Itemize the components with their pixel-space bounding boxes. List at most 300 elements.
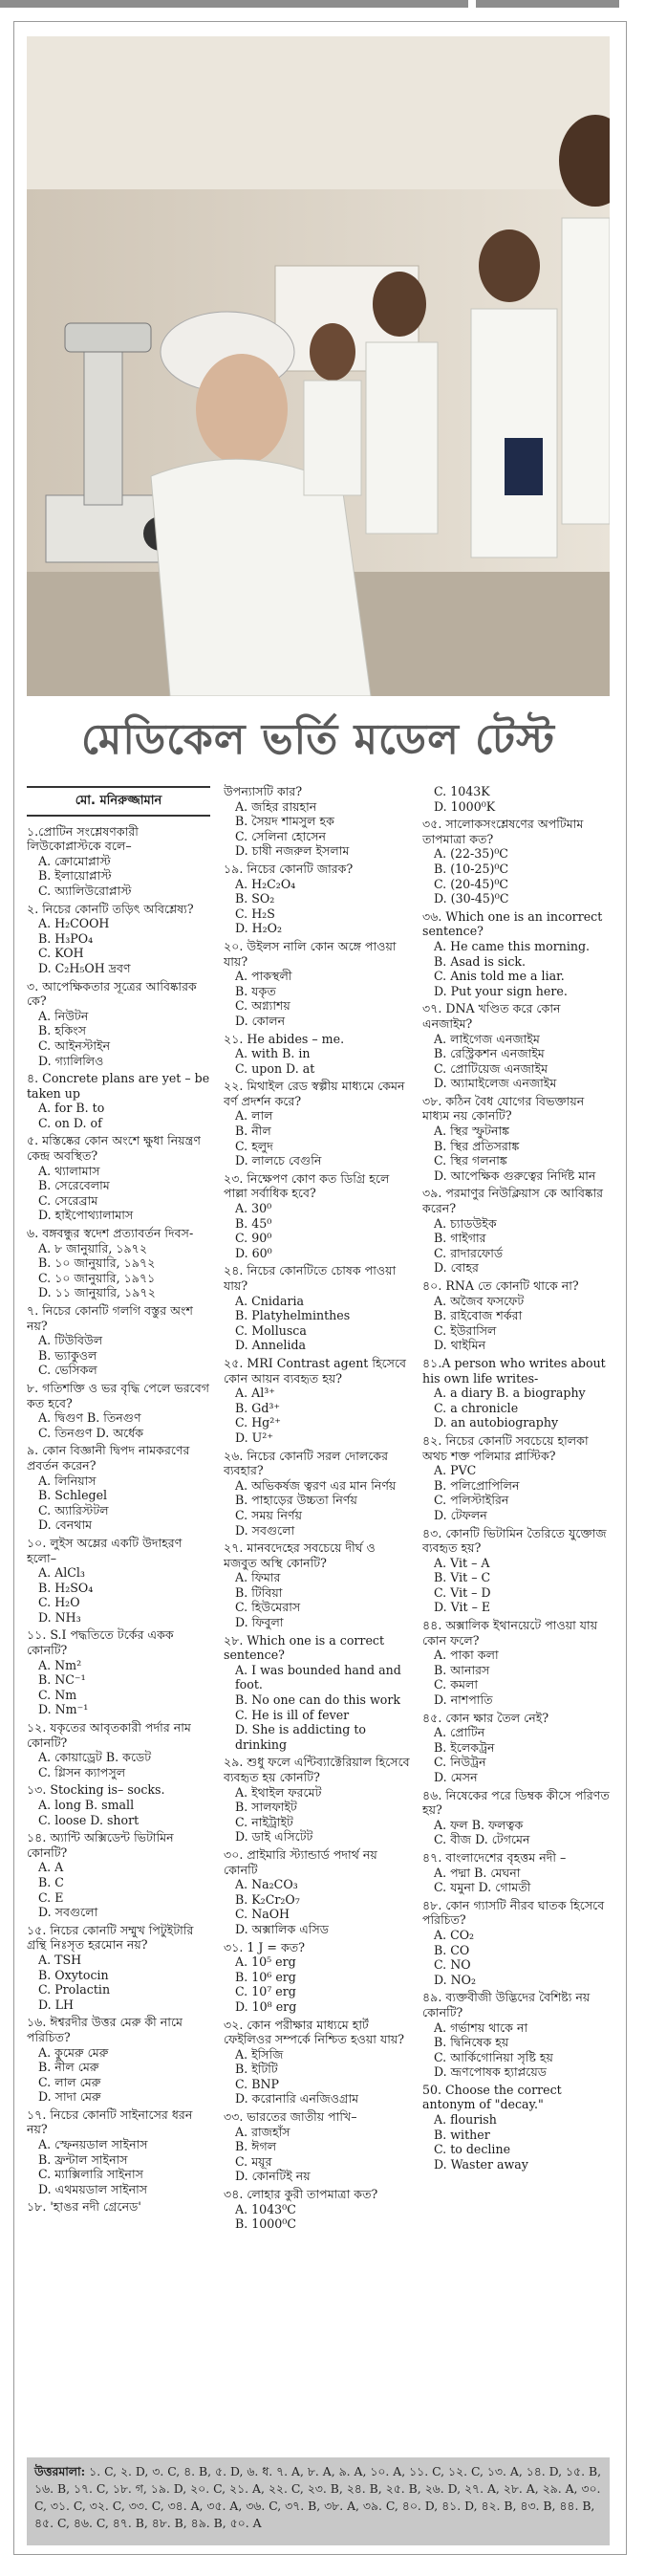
answer-option: A. চ্যাডউইক	[434, 1215, 497, 1231]
answer-option: D. (30-45)⁰C	[434, 891, 509, 906]
answer-option: A. রাজহাঁস	[235, 2124, 290, 2139]
answer-option: B. ইটিটি	[235, 2062, 278, 2077]
answer-option: B. ফ্রন্টাল সাইনাস	[38, 2151, 128, 2167]
answer-option: B. নীল মেরু	[38, 2060, 99, 2075]
answer-option: B. হকিংস	[38, 1023, 87, 1038]
answer-key-text: ১. C, ২. D, ৩. C, ৪. B, ৫. D, ৬. ধ. ৭. A, ৮. A, ৯. A, ১০. A, ১১. C, ১২. C, ১৩. A, ১৪. D, ১৫. B, ১৬. B, ১৭. C, ১৮. গ, ১৯. D, ২০. C, ২১. A, ২২. C, ২৩. B, ২৪. B, ২৫. B, ২৬. D, ২৭. A, ২৮. A, ২৯. A, ৩০. C, ৩১. C, ৩২. C, ৩৩. C, ৩৪. A, ৩৫. A, ৩৬. C, ৩৭. B, ৩৮. A, ৩৯. C, ৪০. D, ৪১. D, ৪২. B, ৪৩. B, ৪৪. B, ৪৫. C, ৪৬. C, ৪৭. B, ৪৮. B, ৪৯. B, ৫০. A	[34, 2464, 602, 2530]
question-item	[422, 1990, 610, 2080]
answer-option: A. CO₂	[434, 1927, 475, 1942]
answer-key	[27, 2457, 610, 2545]
answer-option: A. ফল B. ফলত্বক	[434, 1817, 524, 1832]
answer-option: C. সেলিনা হোসেন	[235, 828, 327, 843]
answer-option: B. H₂SO₄	[38, 1580, 94, 1595]
question-item	[224, 2187, 411, 2232]
answer-option: C. সময় নির্ণয়	[235, 1507, 303, 1522]
question-item	[422, 1711, 610, 1785]
answer-option: A. ইথাইল ফরমেট	[235, 1784, 322, 1800]
answer-option: A. প্রোটিন	[434, 1725, 485, 1740]
question-item	[27, 1627, 214, 1717]
answer-option: C. a chronicle	[434, 1400, 519, 1415]
answer-option: A. লাল	[235, 1108, 273, 1124]
question-item	[422, 1356, 610, 1430]
answer-option: D. সাদা মেরু	[38, 2089, 101, 2105]
question-item	[422, 2083, 610, 2172]
column-1-questions	[27, 824, 214, 2215]
question-text: ৭. নিচের কোনটি গলগি বস্তুর অংশ নয়?	[27, 1303, 193, 1333]
answer-option: B. Vit – C	[434, 1570, 491, 1585]
answer-option: A. স্ফেনয়ডাল সাইনাস	[38, 2137, 148, 2152]
answer-option: B. পাহাড়ের উচ্চতা নির্ণয়	[235, 1493, 357, 1508]
answer-option: A. 10⁵ erg	[235, 1954, 296, 1970]
answer-option: A. Cnidaria	[235, 1293, 305, 1308]
question-text: ১৬. ঈশ্বরদীর উত্তর মেরু কী নামে পরিচিত?	[27, 2015, 183, 2044]
answer-option: A. দ্বিগুণ B. তিনগুণ	[38, 1410, 141, 1426]
answer-option: B. CO	[434, 1942, 470, 1957]
question-text: ৮. গতিশক্তি ও ভর বৃদ্ধি পেলে ভরবেগ কত হবে?	[27, 1380, 209, 1410]
question-item	[422, 1526, 610, 1616]
answer-option: C. পলিস্টাইরিন	[434, 1493, 509, 1508]
question-item	[27, 824, 214, 899]
answer-option: A. টিউবিউল	[38, 1333, 103, 1348]
question-item	[224, 1263, 411, 1353]
answer-option: D. হাইপোথ্যালামাস	[38, 1208, 134, 1223]
question-text: ২৭. মানবদেহের সবচেয়ে দীর্ঘ ও মজবুত অস্থি কোনটি?	[224, 1540, 376, 1570]
question-text: ২৮. Which one is a correct sentence?	[224, 1632, 385, 1663]
answer-option: B. রেস্ট্রিকশন এনজাইম	[434, 1046, 545, 1061]
question-item	[422, 817, 610, 906]
question-text: ১৩. Stocking is– socks.	[27, 1782, 165, 1798]
answer-option: C. E	[38, 1889, 64, 1905]
answer-option: B. K₂Cr₂O₇	[235, 1891, 300, 1907]
answer-option: C. Vit – D	[434, 1584, 491, 1600]
author-byline: মো. মনিরুজ্জামান	[27, 786, 210, 817]
question-text: ১.প্রোটিন সংশ্লেষণকারী লিউকোপ্লাস্টকে বলে–	[27, 823, 139, 854]
question-item	[27, 1443, 214, 1533]
answer-option: C. ভেসিকল	[38, 1363, 97, 1378]
answer-option: C. অ্যারিস্টটল	[38, 1502, 109, 1517]
question-columns	[27, 784, 610, 2448]
lab-photo	[27, 36, 610, 696]
question-item	[27, 1923, 214, 2013]
answer-option: A. পদ্মা B. মেঘনা	[434, 1865, 521, 1880]
answer-option: D. আপেক্ষিক গুরুত্বের নির্দিষ্ট মান	[434, 1168, 596, 1183]
answer-option: B. 10⁶ erg	[235, 1969, 296, 1984]
answer-option: C. BNP	[235, 2076, 279, 2091]
answer-option: D. অ্যামাইলেজ এনজাইম	[434, 1076, 557, 1091]
question-item	[27, 1720, 214, 1779]
answer-option: A. কুমেরু মেরু	[38, 2044, 109, 2060]
answer-option: A. (22-35)⁰C	[434, 846, 508, 862]
answer-option: C. যমুনা D. গোমতী	[434, 1880, 531, 1895]
answer-option: C. আর্কিগোনিয়া সৃষ্টি হয়	[434, 2049, 553, 2064]
answer-option: D. Vit – E	[434, 1600, 491, 1615]
answer-option: D. Put your sign here.	[434, 983, 568, 998]
answer-option: C. লাল মেরু	[38, 2074, 101, 2089]
question-text: ১১. S.I পদ্ধতিতে টর্কের একক কোনটি?	[27, 1627, 174, 1658]
answer-option: A. Nm²	[38, 1657, 82, 1672]
answer-option: D. সবগুলো	[235, 1522, 295, 1538]
question-item	[27, 1303, 214, 1378]
question-item	[224, 784, 411, 859]
question-item	[422, 1433, 610, 1523]
question-item	[422, 1186, 610, 1276]
answer-option: B. সৈয়দ শামসুল হক	[235, 814, 334, 829]
question-text: ৩৯. পরমাণুর নিউক্লিয়াস কে আবিষ্কার করেন?	[422, 1186, 604, 1216]
question-text: ৩৭. DNA খণ্ডিত করে কোন এনজাইম?	[422, 1001, 561, 1031]
answer-option: C. ইউরাসিল	[434, 1322, 497, 1338]
answer-option: D. ডাই এসিটেট	[235, 1829, 313, 1845]
answer-option: C. KOH	[38, 946, 84, 961]
answer-option: A. PVC	[434, 1463, 477, 1478]
question-text: ৪৬. নিষেকের পরে ডিম্বক কীসে পরিণত হয়?	[422, 1787, 610, 1818]
answer-option: D. নাশপাতি	[434, 1692, 493, 1708]
question-text: ৩৪. লোহার কুরী তাপমাত্রা কত?	[224, 2187, 378, 2202]
question-text: ৯. কোন বিজ্ঞানী দ্বিপদ নামকরণের প্রবর্তন করেন?	[27, 1443, 190, 1473]
question-item	[27, 1133, 214, 1223]
answer-option: D. বেনথাম	[38, 1517, 93, 1533]
answer-option: D. Nm⁻¹	[38, 1702, 89, 1717]
answer-option: A. He came this morning.	[434, 938, 591, 953]
question-item	[422, 1278, 610, 1353]
answer-option: D. কোলন	[235, 1013, 286, 1028]
question-text: 50. Choose the correct antonym of "decay."	[422, 2082, 562, 2112]
question-text: ১৪. অ্যান্টি অক্সিডেন্ট ভিটামিন কোনটি?	[27, 1830, 174, 1860]
page-title: মেডিকেল ভর্তি মডেল টেস্ট	[81, 715, 555, 764]
answer-option: C. অ্যালিউরোপ্লাস্ট	[38, 883, 132, 898]
answer-option: D. an autobiography	[434, 1415, 559, 1430]
answer-option: D. বোহর	[434, 1260, 479, 1276]
answer-option: C. on D. of	[38, 1115, 102, 1130]
question-item	[224, 939, 411, 1029]
answer-option: B. Gd³⁺	[235, 1400, 281, 1415]
question-text: ১৮. 'হাঙর নদী গ্রেনেড'	[27, 2199, 141, 2215]
answer-option: A. Na₂CO₃	[235, 1877, 298, 1892]
question-item	[224, 1847, 411, 1937]
question-item	[27, 1782, 214, 1827]
question-item	[27, 1226, 214, 1300]
answer-option: A. ফিমার	[235, 1570, 281, 1585]
question-item	[422, 1094, 610, 1184]
question-text: ৪৩. কোনটি ভিটামিন তৈরিতে যুক্তোজ ব্যবহৃত হয়?	[422, 1525, 607, 1556]
answer-option: C. স্থির গলনাঙ্ক	[434, 1153, 507, 1168]
question-item	[27, 902, 214, 976]
question-item	[224, 1633, 411, 1753]
question-text: ৪২. নিচের কোনটি সবচেয়ে হালকা অথচ শক্ত পলিমার প্লাস্টিক?	[422, 1432, 589, 1463]
answer-option: B. পলিপ্রোপিলিন	[434, 1477, 520, 1493]
question-text: ২. নিচের কোনটি তড়িৎ অবিশ্লেষ্য?	[27, 901, 194, 916]
answer-option: A. পাকস্থলী	[235, 969, 292, 984]
top-rule	[0, 0, 645, 10]
answer-option: B. (10-25)⁰C	[434, 861, 509, 876]
question-item	[224, 1079, 411, 1168]
question-item	[224, 1356, 411, 1446]
answer-option: B. গাইগার	[434, 1231, 486, 1246]
answer-option: D. সবগুলো	[38, 1905, 98, 1920]
answer-option: B. Asad is sick.	[434, 953, 527, 969]
answer-option: B. C	[38, 1874, 64, 1889]
answer-option: D. Annelida	[235, 1338, 307, 1353]
question-text: ৬. বঙ্গবন্ধুর স্বদেশ প্রত্যাবর্তন দিবস-	[27, 1226, 194, 1241]
answer-option: C. H₂S	[235, 906, 275, 921]
question-text: ৪৯. ব্যক্তবীজী উদ্ভিদের বৈশিষ্ট্য নয় কোনটি?	[422, 1990, 591, 2019]
answer-option: B. SO₂	[235, 891, 275, 906]
answer-option: D. NH₃	[38, 1609, 81, 1625]
answer-option: A. ৮ জানুয়ারি, ১৯৭২	[38, 1240, 148, 1255]
answer-option: B. 45⁰	[235, 1215, 272, 1231]
answer-option: C. 1043K	[434, 784, 490, 798]
question-item	[224, 1449, 411, 1539]
answer-option: D. থাইমিন	[434, 1338, 486, 1353]
answer-option: B. সালফাইট	[235, 1800, 297, 1815]
answer-option: D. টেফলন	[434, 1507, 487, 1522]
answer-option: D. H₂O₂	[235, 921, 283, 936]
question-text: ২৯. শুধু ফলে এন্টিব্যাক্টেরিয়াল হিসেবে ব্যবহৃত হয় কোনটি?	[224, 1755, 410, 1784]
column-3	[422, 784, 610, 2448]
question-text: ৩২. কোন পরীক্ষার মাধ্যমে হার্ট ফেইলিওর সম্পর্কে নিশ্চিত হওয়া যায়?	[224, 2017, 405, 2047]
answer-option: B. ঈগল	[235, 2139, 277, 2154]
answer-option: D. করোনারি এনজিওগ্রাম	[235, 2091, 359, 2107]
answer-option: A. H₂C₂O₄	[235, 876, 296, 891]
answer-option: C. গ্লিসন ক্যাপসুল	[38, 1764, 126, 1779]
question-text: ২২. মিথাইল রেড স্বল্পীয় মাধ্যমে কেমন বর্ণ প্রদর্শন করে?	[224, 1079, 405, 1108]
answer-option: D. গ্যালিলিও	[38, 1053, 104, 1068]
answer-option: C. আইনস্টাইন	[38, 1037, 111, 1053]
answer-option: C. Mollusca	[235, 1322, 307, 1338]
question-item	[27, 1381, 214, 1440]
answer-option: D. Waster away	[434, 2156, 528, 2172]
answer-option: A. with B. in	[235, 1046, 311, 1061]
question-text: ১৭. নিচের কোনটি সাইনাসের ধরন নয়?	[27, 2107, 193, 2137]
question-item	[422, 1850, 610, 1895]
answer-option: A. Vit – A	[434, 1555, 490, 1570]
answer-option: C. to decline	[434, 2142, 511, 2157]
answer-option: D. 60⁰	[235, 1245, 272, 1260]
answer-option: D. ভ্রূণপোষক হ্যাপ্লয়েড	[434, 2064, 548, 2080]
answer-option: A. ক্রোমোপ্লাস্ট	[38, 853, 111, 868]
answer-option: A. জহির রায়হান	[235, 798, 317, 814]
question-item	[224, 1540, 411, 1630]
answer-option: B. Schlegel	[38, 1488, 108, 1503]
answer-option: A. লিনিয়াস	[38, 1473, 97, 1488]
answer-option: A. TSH	[38, 1952, 82, 1967]
column-2	[224, 784, 411, 2448]
question-text: ৪১.A person who writes about his own life writes-	[422, 1355, 606, 1386]
answer-option: C. অগ্ন্যাশয়	[235, 998, 290, 1014]
question-text: ১৫. নিচের কোনটি সম্মুখ পিটুইটারি গ্রন্থি নিঃসৃত হরমোন নয়?	[27, 1922, 194, 1953]
question-item	[224, 862, 411, 936]
answer-option: C. নাইট্রাইট	[235, 1814, 293, 1829]
answer-option: D. ফিবুলা	[235, 1615, 284, 1630]
answer-option: C. upon D. at	[235, 1060, 315, 1076]
answer-option: B. ভ্যাকুওল	[38, 1347, 97, 1363]
question-text: ৪৪. অক্সালিক ইথানয়েটে পাওয়া যায় কোন ফলে?	[422, 1618, 598, 1648]
answer-option: A. গর্ভাশয় থাকে না	[434, 2019, 528, 2035]
answer-option: A. long B. small	[38, 1798, 135, 1812]
answer-option: B. টিবিয়া	[235, 1584, 283, 1600]
answer-option: C. প্রোটিয়েজ এনজাইম	[434, 1060, 548, 1076]
answer-option: C. রাদারফোর্ড	[434, 1245, 504, 1260]
answer-option: B. স্থির প্রতিসরাঙ্ক	[434, 1138, 520, 1153]
answer-option: A. পাকা কলা	[434, 1648, 499, 1663]
answer-option: A. নিউটন	[38, 1008, 89, 1023]
question-text: ৩৩. ভারতের জাতীয় পাখি–	[224, 2109, 357, 2125]
column-3-questions	[422, 784, 610, 2172]
answer-key-label: উত্তরমালা:	[34, 2464, 86, 2478]
answer-option: C. H₂O	[38, 1595, 80, 1610]
answer-option: B. রাইবোজ শর্করা	[434, 1308, 523, 1323]
question-text: ২৪. নিচের কোনটিতে চোষক পাওয়া যায়?	[224, 1263, 397, 1293]
answer-option: C. NO	[434, 1957, 471, 1973]
answer-option: C. Prolactin	[38, 1982, 111, 1997]
question-text: ৪০. RNA তে কোনটি থাকে না?	[422, 1278, 579, 1293]
question-text: ২৬. নিচের কোনটি সরল দোলকের ব্যবহার?	[224, 1448, 389, 1478]
answer-option: B. সেরেবেলাম	[38, 1178, 110, 1193]
question-text: ৩৫. সালোকসংশ্লেষণের অপটিমাম তাপমাত্রা কত?	[422, 817, 584, 846]
question-item	[224, 1755, 411, 1845]
question-item	[224, 2018, 411, 2107]
question-item	[422, 1618, 610, 1708]
answer-option: D. C₂H₅OH দ্রবণ	[38, 960, 131, 975]
answer-option: D. 1000⁰K	[434, 798, 496, 814]
answer-option: C. কমলা	[434, 1677, 479, 1692]
answer-option: A. AlCl₃	[38, 1565, 85, 1581]
question-text: ২০. উইলস নালি কোন অঙ্গে পাওয়া যায়?	[224, 938, 397, 969]
answer-option: D. LH	[38, 1997, 75, 2012]
answer-option: B. Oxytocin	[38, 1967, 109, 1982]
question-item	[422, 1001, 610, 1091]
question-text: ১৯. নিচের কোনটি জারক?	[224, 861, 354, 876]
question-item	[224, 1171, 411, 1261]
answer-option: A. a diary B. a biography	[434, 1386, 586, 1401]
answer-option: C. হলুদ	[235, 1138, 273, 1153]
answer-option: D. NO₂	[434, 1972, 477, 1987]
question-text: ১০. লুইস অম্লের একটি উদাহরণ হলো–	[27, 1535, 183, 1565]
answer-option: A. স্থির স্ফুটনাঙ্ক	[434, 1124, 510, 1139]
question-item	[422, 909, 610, 999]
answer-option: D. এথময়ডাল সাইনাস	[38, 2181, 148, 2196]
question-item	[27, 1071, 214, 1130]
answer-option: B. যকৃত	[235, 983, 276, 998]
answer-option: B. H₃PO₄	[38, 930, 94, 946]
answer-option: A. অজৈব ফসফেট	[434, 1293, 525, 1308]
question-text: ৫. মস্তিষ্কের কোন অংশে ক্ষুধা নিয়ন্ত্রণ কেন্দ্র অবস্থিত?	[27, 1133, 201, 1164]
question-text: ১২. যকৃতের আবৃতকারী পর্দার নাম কোনটি?	[27, 1720, 191, 1750]
answer-option: C. নিউট্রন	[434, 1755, 486, 1770]
answer-option: B. নীল	[235, 1124, 271, 1139]
answer-option: C. হিউমেরাস	[235, 1600, 301, 1615]
lab-photo-illustration	[27, 36, 610, 696]
answer-option: C. 10⁷ erg	[235, 1984, 296, 1999]
answer-option: C. NaOH	[235, 1907, 290, 1922]
question-text: ৩৮. কঠিন বৈধ যোগের বিভক্তায়ন মাধ্যম নয় কোনটি?	[422, 1093, 585, 1124]
answer-option: A. A	[38, 1860, 64, 1875]
answer-option: C. loose D. short	[38, 1812, 140, 1827]
question-text: ৪. Concrete plans are yet – be taken up	[27, 1071, 210, 1101]
answer-option: B. 1000⁰C	[235, 2216, 296, 2232]
answer-option: C. 90⁰	[235, 1231, 272, 1246]
question-text: ২৩. নিক্ষেপণ কোণ কত ডিগ্রি হলে পাল্লা সর্বাধিক হবে?	[224, 1170, 390, 1201]
answer-option: B. ১০ জানুয়ারি, ১৯৭২	[38, 1255, 156, 1271]
answer-option: A. 1043⁰C	[235, 2201, 296, 2216]
answer-option: D. ১১ জানুয়ারি, ১৯৭২	[38, 1285, 156, 1300]
answer-option: D. She is addicting to drinking	[235, 1722, 366, 1752]
answer-option: D. কোনটিই নয়	[235, 2169, 311, 2184]
answer-option: D. U²⁺	[235, 1430, 273, 1445]
top-rule-left	[0, 0, 468, 8]
question-item	[422, 784, 610, 814]
answer-option: A. I was bounded hand and foot.	[235, 1662, 401, 1692]
answer-option: C. ১০ জানুয়ারি, ১৯৭১	[38, 1270, 156, 1285]
question-text: ৪৫. কোন ক্ষার তৈল নেই?	[422, 1710, 549, 1725]
question-item	[27, 2015, 214, 2105]
answer-option: C. Anis told me a liar.	[434, 969, 565, 984]
question-text: ৪৭. বাংলাদেশের বৃহত্তম নদী –	[422, 1849, 567, 1865]
question-item	[27, 2107, 214, 2197]
top-rule-right	[476, 0, 619, 8]
answer-option: A. ইসিজি	[235, 2046, 284, 2062]
answer-option: A. কোয়াড্রেট B. কডেট	[38, 1750, 152, 1765]
question-item	[224, 1940, 411, 2015]
answer-option: C. তিনগুণ D. অর্ধেক	[38, 1425, 144, 1440]
answer-option: B. No one can do this work	[235, 1692, 401, 1708]
answer-option: C. বীজ D. টেগমেন	[434, 1832, 530, 1847]
answer-option: B. wither	[434, 2127, 490, 2142]
column-2-questions	[224, 784, 411, 2232]
answer-option: C. ম্যাক্সিলারি সাইনাস	[38, 2167, 143, 2182]
answer-option: D. মেসন	[434, 1770, 478, 1784]
answer-option: A. লাইগেজ এনজাইম	[434, 1031, 540, 1046]
question-item	[224, 1032, 411, 1077]
answer-option: C. He is ill of fever	[235, 1707, 350, 1722]
question-item	[224, 2109, 411, 2184]
question-text: উপন্যাসটি কার?	[224, 784, 303, 798]
question-text: ২১. He abides – me.	[224, 1031, 345, 1046]
answer-option: D. চাষী নজরুল ইসলাম	[235, 843, 350, 859]
question-text: ৩. আপেক্ষিকতার সূত্রের আবিষ্কারক কে?	[27, 978, 197, 1009]
question-item	[27, 2199, 214, 2215]
answer-option: A. H₂COOH	[38, 916, 110, 931]
answer-option: C. Hg²⁺	[235, 1415, 281, 1430]
question-text: ৪৮. কোন গ্যাসটি নীরব ঘাতক হিসেবে পরিচিত?	[422, 1897, 605, 1928]
question-item	[27, 979, 214, 1069]
answer-option: C. Nm	[38, 1687, 77, 1702]
answer-option: B. ইলায়োপ্লাস্ট	[38, 868, 112, 884]
answer-option: A. flourish	[434, 2112, 497, 2128]
question-item	[27, 1830, 214, 1920]
question-text: ৩০. প্রাইমারি স্ট্যান্ডার্ড পদার্থ নয় কোনটি	[224, 1846, 377, 1877]
answer-option: D. লালচে বেগুনি	[235, 1153, 322, 1168]
answer-option: A. থ্যালামাস	[38, 1163, 100, 1178]
answer-option: D. 10⁸ erg	[235, 1998, 297, 2014]
answer-option: B. দ্বিনিষেক হয়	[434, 2035, 509, 2050]
answer-option: A. অভিকর্ষজ ত্বরণ এর মান নির্ণয়	[235, 1477, 397, 1493]
answer-option: D. অক্সালিক এসিড	[235, 1921, 330, 1936]
answer-option: A. Al³⁺	[235, 1386, 275, 1401]
answer-option: C. ময়ূর	[235, 2153, 272, 2169]
answer-option: A. for B. to	[38, 1101, 105, 1116]
question-item	[422, 1788, 610, 1847]
answer-option: B. Platyhelminthes	[235, 1308, 351, 1323]
question-text: ৩৬. Which one is an incorrect sentence?	[422, 908, 603, 939]
question-text: ৩১. 1 J = কত?	[224, 1939, 306, 1954]
column-1	[27, 784, 214, 2448]
question-item	[422, 1898, 610, 1988]
answer-option: B. ইলেকট্রন	[434, 1739, 495, 1755]
answer-option: B. NC⁻¹	[38, 1672, 86, 1688]
answer-option: B. আনারস	[434, 1662, 490, 1677]
question-text: ২৫. MRI Contrast agent হিসেবে কোন আয়ন ব্যবহৃত হয়?	[224, 1355, 407, 1386]
answer-option: C. (20-45)⁰C	[434, 876, 509, 891]
